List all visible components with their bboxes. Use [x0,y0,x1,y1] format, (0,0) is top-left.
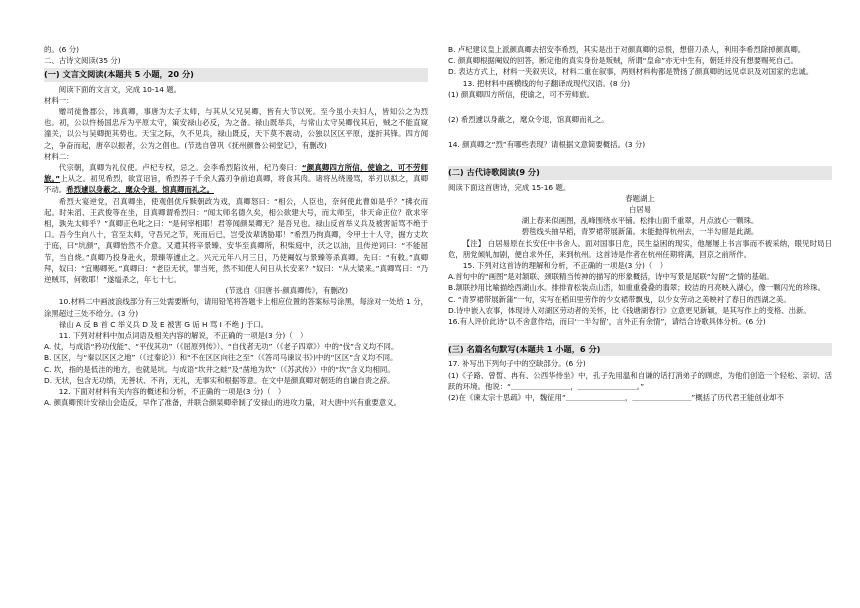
option: B. 卢杞建议皇上派颜真卿去招安李希烈，其实是出于对颜真卿的忌恨，想借刀杀人，利用李希烈除掉颜真卿。 [448,45,806,54]
sub-question: (2)在《谏太宗十思疏》中，魏征用“＿＿＿＿＿＿＿＿，＿＿＿＿＿＿＿＿”概括了历代君王能创业却不 [448,393,784,403]
poem-line: 湖上春来似画图，乱峰围绕水平铺。松排山面千重翠，月点波心一颗珠。 [521,216,759,226]
poem-title: 春题湖上 [625,193,655,203]
question-line: 禄山 A 反 B 首 C 举义兵 D 及 E 被害 G 诟 H 骂 I 不绝 J 于口。 [58,319,269,329]
source-note: (节选自《旧唐书·颜真卿传》，有删改) [225,286,348,296]
left-column [44,44,428,409]
section-heading: 二、古诗文阅读(35 分) [44,56,121,66]
material-two-text: 代宗朝，真卿为礼仪使。卢杞专权，忌之。会李希烈陷汝州，杞乃奏曰： [58,163,302,173]
instruction: 阅读下面这首唐诗，完成 15-16 题。 [448,182,571,192]
question: 15. 下列对这首诗的理解和分析，不正确的一项是(3 分)（ ） [462,261,668,271]
instruction: 阅读下面的文言文，完成 10-14 题。 [58,84,182,94]
sub-question: (1)《子路、曾皙、冉有、公西华侍坐》中，孔子先用温和自谦的话打消弟子的顾虑，为他们创造一个轻松、亲切、活跃的环境。他说：“＿＿＿＿＿＿＿＿，＿＿＿＿＿＿＿＿。” [448,370,832,391]
material-two-paragraph: 希烈大宴逆党，召真卿坐，使观倡优斥黩朝政为戏，真卿怒曰：“相公，人臣也，奈何使此曹如是乎？”拂衣而起。时朱滔、王武俊等在坐，目真卿谓希烈曰：“闻太师名德久矣，相公欲建大号，而太师至，非天命正位？欲求宰相，孰先太师乎？”真卿正色叱之曰：“是何宰相耶！君等闻颜杲卿无？是吾兄也。禄山反首举义兵及被害诟骂不绝于口。吾今生向八十，官至太师，守吾兄之节，死而后已，岂受汝辈诱胁耶！”希烈乃拘真卿，令甲士十人守，掘方丈坎于庭，曰“坑颜”，真卿怡然不介意。又遣其将辛景臻、安华至真卿所，积柴庭中，沃之以油，且传逆词曰：“不能屈节，当自烧。”真卿乃投身赴火，景臻等遽止之。兴元元年八月三日，乃使阉奴与景臻等杀真卿。先曰：“有敕。”真卿拜，奴曰：“宜赐卿死。”真卿曰：“老臣无状，罪当死，然不知使人何日从长安来？”奴曰：“从大梁来。”真卿骂曰：“乃逆贼耳，何敕耶！”遂缢杀之，年七十七。 [44,196,428,285]
material-one-text: 赠司徒鲁郡公，讳真卿，事唐为太子太师，与其从父兄吴卿，皆有大节以死。至今虽小夫妇人，皆知公之为烈也。初，公以忤杨国忠斥为平原太守，策安禄山必反，为之备。禄山既举兵，与常山太守吴卿伐其后，贼之不能直窥潼关，以公与吴卿扼其势也。天宝之际，久不见兵，禄山既反，天下莫不震动，公独以区区平原，遂折其锋。四方闻之，争奋而起，唐卒以振者，公为之倡也。(节选自曾巩《抚州颜鲁公祠堂记》，有删改) [44,107,428,150]
option: A. 颜真卿预计安禄山会造反，早作了准备，并联合颜杲卿牵制了安禄山的进攻力量，对大唐中兴有重要意义。 [44,398,401,408]
option: B.颔联抄用比喻描绘西湖山水。排排青松装点山峦，如重重叠叠的翡翠；皎洁的月亮映入湖心，像一颗闪光的珍珠。 [448,283,825,293]
option: B. 区区，与“秦以区区之地”（《过秦论》）和“不在区区向往之至”（《答司马谏议书》)中的“区区”含义均不同。 [44,353,398,363]
sub-question: (2) 希烈遽以身蔽之，麾众令退，馆真卿而礼之。 [448,115,609,125]
question: 17. 补写出下列句子中的空缺部分。(6 分) [448,359,586,369]
poem-note: 【注】 白居易原在长安任中书舍人。面对国事日危，民生益困的现实，他屡屡上书言事而不被采纳，眼见时局日危，朋党倾轧加剧，便自求外任，来到杭州。这首诗是作者在杭州任期将满，回京之前所作。 [448,238,832,259]
option: D. 无状，包含无功绩，无善状、不肖，无礼，无事实和根据等意。在文中是颜真卿对朝廷的自谦自责之辞。 [44,375,395,385]
sub-question: (1) 颜真卿四方所信，使谕之，可不劳师旅。 [448,89,594,99]
subsection-heading: (二) 古代诗歌阅读(9 分) [448,166,832,179]
question: 12. 下面对材料有关内容的概述和分析，不正确的一项是(3 分)（ ） [58,387,286,397]
subsection-heading: (一) 文言文阅读(本题共 5 小题，20 分) [44,68,428,81]
option: C. “青罗裙带展新蒲”一句，实写在稻田里劳作的少女裙带飘曳，以少女劳动之美映衬了春日的西湖之美。 [448,294,791,304]
question: 10.材料二中画波浪线部分有三处需要断句，请用铅笔将答题卡上相应位置的答案标号涂黑，每涂对一处给 1 分，涂黑超过三处不给分。(3 分) [44,297,428,318]
material-label: 材料二： [44,151,74,161]
option: D.诗中嵌入农事，体现诗人对湖区劳动者的关怀，比《钱塘湖春行》立意更见新颖，是其写作上的变格、出新。 [448,305,811,315]
option: C. 坎，指的是低洼的地方，也就是坑。与成语“坎井之蛙”及“凿地为坎”（《苏武传》）中的“坎”含义均相同。 [44,364,395,374]
question: 11. 下列对材料中加点词语及相关内容的解说，不正确的一项是(3 分)（ ） [58,331,308,341]
score-note: 的。(6 分) [44,45,79,54]
underlined-sentence: 希烈遽以身蔽之，麾众令退，馆真卿而礼之。 [66,185,215,195]
subsection-heading: (三) 名篇名句默写(本题共 1 小题，6 分) [448,343,832,356]
option: A. 仗，与成语“矜功伐能”、“平伐其功”（《屈原列传》）、“自伐者无功”（《老子四章》）中的“伐”含义均不同。 [44,342,399,352]
poem-author: 白居易 [628,205,652,215]
question: 13. 把材料中画横线的句子翻译成现代汉语。(8 分) [462,78,631,88]
underlined-sentence: “颜真卿四方所信，使谕之，可不劳师旅。” [44,163,428,184]
option: D. 表达方式上，材料一夹叙夹议，材料二重在叙事，两则材料构都是赞扬了颜真卿的远见卓识及对国家的忠诚。 [448,67,814,77]
question: 14. 颜真卿之“烈”有哪些表现？请根据文意简要概括。(3 分) [448,140,646,150]
option: A.首句中的“画图”是对颔联、颈联精当传神的描写的形象概括，诗中写景是尾联“勾留”之情的基础。 [448,272,774,282]
question: 16.有人评价此诗“以不舍意作结，而曰‘一半勾留’，言外正有余情”，请结合诗歌具体分析。(6 分) [448,317,766,327]
material-two-paragraph [44,162,428,196]
option: C. 颜真卿根据阉奴的回答，断定他的真实身份是叛贼，所谓“皇命”亦无中生有，朝廷并没有想要赐死自己。 [448,56,799,66]
material-two-text: 上从之。初见希烈，欲宣诏旨，希烈养子千余人露刃争前迫真卿，将食其肉。诸将丛绕谩骂，举刃以拟之，真卿不动。 [44,174,428,195]
poem-line: 碧毯线头抽早稻，青罗裙带展新蒲。未能抛得杭州去，一半勾留是此湖。 [521,227,759,237]
right-column [448,44,832,403]
material-label: 材料一： [44,95,74,105]
